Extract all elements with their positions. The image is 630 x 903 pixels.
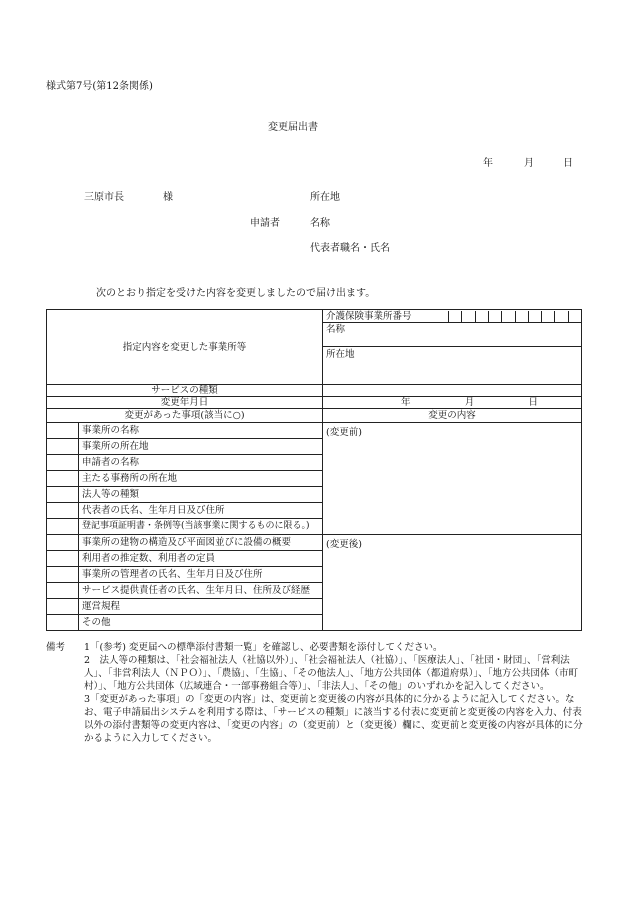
item-label-cell <box>79 615 323 631</box>
change-date-day: 日 <box>528 397 538 408</box>
change-notification-table <box>46 309 582 631</box>
note-line: 2 法人等の種類は、「社会福祉法人（社協以外）」、「社会福祉法人（社協）」、「医療法人」、「社団・財団」、「営利法人」、「非営利法人（ＮＰＯ）」、「農協」、「生協」、「その他法人」、「地方公共団体（都道府県）」、「地方公共団体（市町村）」、「地方公共団体（広域連合・一部事務組合等）」、「非法人」、「その他」のいずれかを記入してください。 <box>84 655 579 692</box>
item-label: 事業所の建物の構造及び平面図並びに設備の概要 <box>82 537 292 548</box>
addressee-honorific: 様 <box>163 192 173 203</box>
items-heading: 変更があった事項(該当に○) <box>124 410 245 421</box>
item-check-cell[interactable] <box>47 503 79 519</box>
item-label-cell <box>79 551 323 567</box>
item-label-cell <box>79 503 323 519</box>
change-date-field[interactable] <box>323 397 582 409</box>
item-label: 法人等の種類 <box>82 489 140 500</box>
item-label: 運営規程 <box>82 601 121 612</box>
item-label-cell <box>79 455 323 471</box>
after-content-field[interactable] <box>323 535 582 631</box>
applicant-address-label: 所在地 <box>310 192 340 203</box>
item-label-cell <box>79 535 323 551</box>
office-number-digit[interactable] <box>516 311 529 322</box>
applicant-name-label: 名称 <box>310 218 330 229</box>
item-check-cell[interactable] <box>47 583 79 599</box>
addressee-mayor: 三原市長 <box>84 192 124 203</box>
before-label: (変更前) <box>326 427 362 438</box>
item-check-cell[interactable] <box>47 615 79 631</box>
header-date-month[interactable]: 月 <box>524 158 534 169</box>
office-number-digit[interactable] <box>476 311 489 322</box>
item-check-cell[interactable] <box>47 599 79 615</box>
notes-label: 備考 <box>46 642 66 653</box>
service-type-field[interactable] <box>323 385 582 397</box>
change-date-label: 変更年月日 <box>160 397 209 408</box>
intro-text: 次のとおり指定を受けた内容を変更しましたので届け出ます。 <box>96 288 376 299</box>
office-number-digit[interactable] <box>462 311 475 322</box>
item-check-cell[interactable] <box>47 455 79 471</box>
item-check-cell[interactable] <box>47 551 79 567</box>
note-line: 1「(参考) 変更届への標準添付書類一覧」を確認し、必要書類を添付してください。 <box>84 642 443 653</box>
office-heading-cell <box>47 310 323 385</box>
item-check-cell[interactable] <box>47 567 79 583</box>
office-number-digit[interactable] <box>449 311 462 322</box>
item-label: サービス提供責任者の氏名、生年月日、住所及び経歴 <box>82 585 311 596</box>
item-label: 代表者の氏名、生年月日及び住所 <box>82 505 225 516</box>
office-name-label: 名称 <box>326 324 346 335</box>
change-date-label-cell <box>47 397 323 409</box>
content-heading-cell <box>323 409 582 423</box>
office-number-digit[interactable] <box>502 311 515 322</box>
header-date-day[interactable]: 日 <box>563 158 573 169</box>
change-date-year: 年 <box>401 397 411 408</box>
item-label-cell <box>79 487 323 503</box>
note-line: 3「変更があった事項」の「変更の内容」は、変更前と変更後の内容が具体的に分かるように記入してください。なお、電子申請届出システムを利用する際は、「サービスの種類」に該当する付表に変更前と変更後の内容を入力、付表以外の添付書類等の変更内容は、「変更の内容」の（変更前）と（変更後）欄に、変更前と変更後の内容が具体的に分かるように入力してください。 <box>84 694 583 744</box>
office-heading: 指定内容を変更した事業所等 <box>122 341 247 353</box>
office-number-digit[interactable] <box>529 311 542 322</box>
item-check-cell[interactable] <box>47 519 79 535</box>
item-check-cell[interactable] <box>47 487 79 503</box>
item-check-cell[interactable] <box>47 471 79 487</box>
item-check-cell[interactable] <box>47 535 79 551</box>
page-title: 変更届出書 <box>268 122 318 133</box>
office-number-field[interactable] <box>323 310 582 323</box>
office-number-digit[interactable] <box>569 311 581 322</box>
applicant-representative-label: 代表者職名・氏名 <box>310 243 390 254</box>
after-label: (変更後) <box>326 539 362 550</box>
service-type-label: サービスの種類 <box>151 385 218 396</box>
item-label: 利用者の推定数、利用者の定員 <box>82 553 216 564</box>
item-label: 事業所の名称 <box>82 425 140 436</box>
items-heading-cell <box>47 409 323 423</box>
item-label: 申請者の名称 <box>82 457 140 468</box>
item-label-cell <box>79 423 323 439</box>
office-address-value[interactable] <box>323 361 582 385</box>
change-date-month: 月 <box>464 397 475 408</box>
office-number-digit[interactable] <box>489 311 502 322</box>
item-label: 登記事項証明書・条例等(当該事業に関するものに限る。) <box>82 521 310 531</box>
item-check-cell[interactable] <box>47 423 79 439</box>
office-number-digit[interactable] <box>555 311 568 322</box>
applicant-label: 申請者 <box>250 218 280 229</box>
form-number: 様式第7号(第12条関係) <box>46 81 153 92</box>
item-check-cell[interactable] <box>47 439 79 455</box>
office-address-field[interactable] <box>323 347 582 361</box>
item-label-cell <box>79 567 323 583</box>
office-name-field[interactable] <box>323 323 582 347</box>
office-address-label: 所在地 <box>326 349 355 360</box>
item-label-cell <box>79 599 323 615</box>
office-number-digit[interactable] <box>542 311 555 322</box>
item-label: 事業所の所在地 <box>82 441 149 452</box>
office-number-label: 介護保険事業所番号 <box>323 311 449 322</box>
item-label-cell <box>79 439 323 455</box>
item-label-cell <box>79 519 323 535</box>
header-date-year[interactable]: 年 <box>483 158 493 169</box>
item-label-cell <box>79 471 323 487</box>
content-heading: 変更の内容 <box>428 410 476 421</box>
item-label-cell <box>79 583 323 599</box>
item-label: 主たる事務所の所在地 <box>82 473 178 484</box>
service-type-label-cell <box>47 385 323 397</box>
item-label: その他 <box>82 617 111 628</box>
before-content-field[interactable] <box>323 423 582 535</box>
item-label: 事業所の管理者の氏名、生年月日及び住所 <box>82 569 263 580</box>
